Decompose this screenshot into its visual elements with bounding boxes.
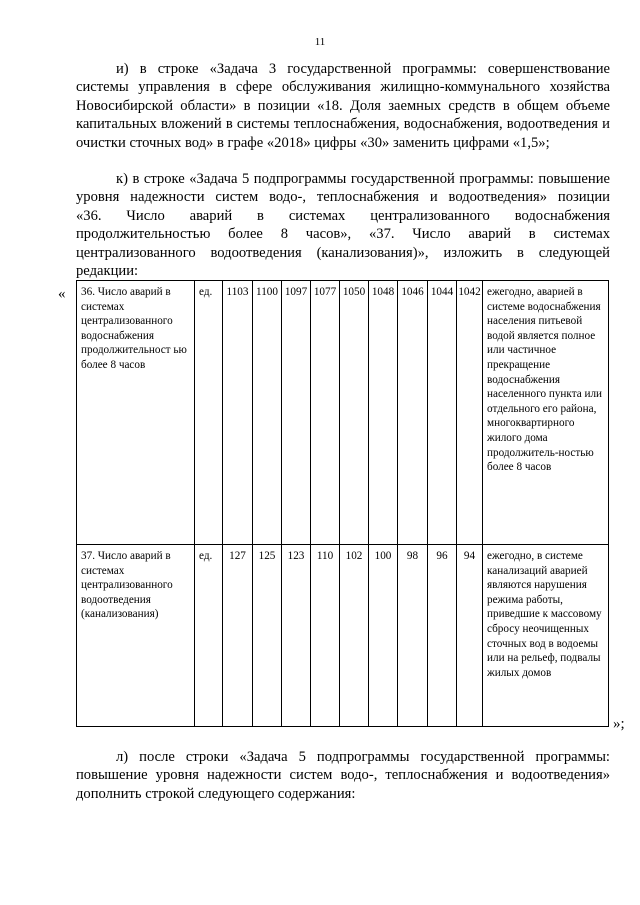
unit-cell: ед. <box>195 545 223 727</box>
unit-cell: ед. <box>195 281 223 545</box>
value-cell: 100 <box>369 545 398 727</box>
value-cell: 1044 <box>428 281 457 545</box>
value-cell: 1103 <box>223 281 253 545</box>
value-cell: 102 <box>340 545 369 727</box>
indicators-table <box>76 280 609 727</box>
table-row <box>77 281 609 545</box>
value-cell: 1097 <box>282 281 311 545</box>
value-cell: 125 <box>253 545 282 727</box>
value-cell: 127 <box>223 545 253 727</box>
indicator-cell: 36. Число аварий в системах централизованного водоснабжения продолжительност ью более 8 часов <box>77 281 195 545</box>
note-cell: ежегодно, аварией в системе водоснабжения населения питьевой водой является полное или частичное прекращение водоснабжения населенного пункта или отдельного его района, многоквартирного жилого дома продолжитель-ностью более 8 часов <box>483 281 609 545</box>
value-cell: 1046 <box>398 281 428 545</box>
paragraph-i: и) в строке «Задача 3 государственной программы: совершенствование системы управления в сфере обслуживания жилищно-коммунального хозяйства Новосибирской области» в позиции «18. Доля заемных средств в общем объеме капитальных вложений в системы теплоснабжения, водоснабжения, водоотведения и очистки сточных вод» в графе «2018» цифры «30» заменить цифрами «1,5»; <box>76 61 610 151</box>
value-cell: 1050 <box>340 281 369 545</box>
closing-quote: »; <box>613 716 625 732</box>
value-cell: 94 <box>457 545 483 727</box>
value-cell: 1100 <box>253 281 282 545</box>
value-cell: 110 <box>311 545 340 727</box>
value-cell: 96 <box>428 545 457 727</box>
value-cell: 1077 <box>311 281 340 545</box>
value-cell: 1048 <box>369 281 398 545</box>
note-cell: ежегодно, в системе канализаций аварией являются нарушения режима работы, приведшие к массовому сбросу неочищенных сточных вод в водоемы или на рельеф, подвалы жилых домов <box>483 545 609 727</box>
paragraph-l: л) после строки «Задача 5 подпрограммы государственной программы: повышение уровня надежности систем водо-, теплоснабжения и водоотведения» дополнить строкой следующего содержания: <box>76 749 610 802</box>
opening-quote: « <box>58 286 66 302</box>
paragraph-k: к) в строке «Задача 5 подпрограммы государственной программы: повышение уровня надежности систем водо-, теплоснабжения и водоотведения» позиции «36. Число аварий в системах централизованного водоснабжения продолжительностью более 8 часов», «37. Число аварий в системах централизованного водоотведения (канализования)», изложить в следующей редакции: <box>76 171 610 280</box>
indicator-cell: 37. Число аварий в системах централизованного водоотведения (канализования) <box>77 545 195 727</box>
value-cell: 1042 <box>457 281 483 545</box>
value-cell: 98 <box>398 545 428 727</box>
value-cell: 123 <box>282 545 311 727</box>
page-number: 11 <box>314 36 326 48</box>
table-row <box>77 545 609 727</box>
